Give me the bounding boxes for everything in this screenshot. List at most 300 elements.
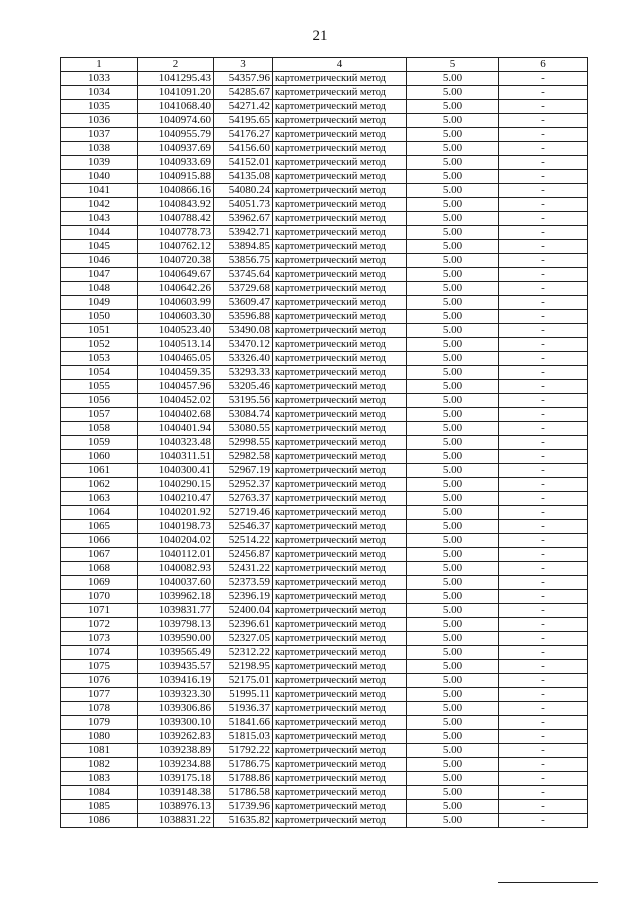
table-row (61, 198, 588, 212)
accuracy-cell: 5.00 (407, 618, 499, 632)
accuracy-cell: 5.00 (407, 674, 499, 688)
method-cell: картометрический метод (273, 590, 407, 604)
y-coordinate-cell: 52514.22 (214, 534, 273, 548)
table-row (61, 86, 588, 100)
note-cell: - (499, 450, 588, 464)
method-cell: картометрический метод (273, 100, 407, 114)
point-number-cell: 1076 (61, 674, 138, 688)
note-cell: - (499, 534, 588, 548)
note-cell: - (499, 114, 588, 128)
accuracy-cell: 5.00 (407, 170, 499, 184)
note-cell: - (499, 800, 588, 814)
method-cell: картометрический метод (273, 212, 407, 226)
note-cell: - (499, 240, 588, 254)
method-cell: картометрический метод (273, 296, 407, 310)
table-row (61, 212, 588, 226)
accuracy-cell: 5.00 (407, 226, 499, 240)
table-body (61, 72, 588, 828)
method-cell: картометрический метод (273, 156, 407, 170)
point-number-cell: 1069 (61, 576, 138, 590)
method-cell: картометрический метод (273, 324, 407, 338)
accuracy-cell: 5.00 (407, 758, 499, 772)
accuracy-cell: 5.00 (407, 464, 499, 478)
accuracy-cell: 5.00 (407, 198, 499, 212)
note-cell: - (499, 660, 588, 674)
accuracy-cell: 5.00 (407, 548, 499, 562)
y-coordinate-cell: 54152.01 (214, 156, 273, 170)
note-cell: - (499, 436, 588, 450)
point-number-cell: 1075 (61, 660, 138, 674)
y-coordinate-cell: 53894.85 (214, 240, 273, 254)
method-cell: картометрический метод (273, 170, 407, 184)
method-cell: картометрический метод (273, 520, 407, 534)
table-row (61, 758, 588, 772)
x-coordinate-cell: 1040201.92 (138, 506, 214, 520)
table-row (61, 520, 588, 534)
table-row (61, 478, 588, 492)
x-coordinate-cell: 1040210.47 (138, 492, 214, 506)
point-number-cell: 1042 (61, 198, 138, 212)
table-row (61, 660, 588, 674)
y-coordinate-cell: 54135.08 (214, 170, 273, 184)
table-row (61, 184, 588, 198)
note-cell: - (499, 688, 588, 702)
table-row (61, 464, 588, 478)
method-cell: картометрический метод (273, 716, 407, 730)
table-row (61, 800, 588, 814)
table-row (61, 450, 588, 464)
y-coordinate-cell: 54357.96 (214, 72, 273, 86)
point-number-cell: 1059 (61, 436, 138, 450)
point-number-cell: 1084 (61, 786, 138, 800)
note-cell: - (499, 576, 588, 590)
accuracy-cell: 5.00 (407, 562, 499, 576)
y-coordinate-cell: 51792.22 (214, 744, 273, 758)
method-cell: картометрический метод (273, 604, 407, 618)
x-coordinate-cell: 1039831.77 (138, 604, 214, 618)
table-row (61, 240, 588, 254)
y-coordinate-cell: 52175.01 (214, 674, 273, 688)
accuracy-cell: 5.00 (407, 730, 499, 744)
accuracy-cell: 5.00 (407, 492, 499, 506)
x-coordinate-cell: 1040082.93 (138, 562, 214, 576)
y-coordinate-cell: 51788.86 (214, 772, 273, 786)
note-cell: - (499, 772, 588, 786)
point-number-cell: 1068 (61, 562, 138, 576)
note-cell: - (499, 520, 588, 534)
y-coordinate-cell: 53080.55 (214, 422, 273, 436)
x-coordinate-cell: 1040457.96 (138, 380, 214, 394)
x-coordinate-cell: 1040401.94 (138, 422, 214, 436)
y-coordinate-cell: 52763.37 (214, 492, 273, 506)
y-coordinate-cell: 54285.67 (214, 86, 273, 100)
accuracy-cell: 5.00 (407, 310, 499, 324)
table-row (61, 352, 588, 366)
accuracy-cell: 5.00 (407, 324, 499, 338)
y-coordinate-cell: 52312.22 (214, 646, 273, 660)
note-cell: - (499, 730, 588, 744)
accuracy-cell: 5.00 (407, 786, 499, 800)
header-cell-6: 6 (499, 58, 588, 72)
x-coordinate-cell: 1040866.16 (138, 184, 214, 198)
method-cell: картометрический метод (273, 786, 407, 800)
note-cell: - (499, 632, 588, 646)
x-coordinate-cell: 1040204.02 (138, 534, 214, 548)
table-row (61, 296, 588, 310)
accuracy-cell: 5.00 (407, 352, 499, 366)
accuracy-cell: 5.00 (407, 254, 499, 268)
x-coordinate-cell: 1039234.88 (138, 758, 214, 772)
x-coordinate-cell: 1040465.05 (138, 352, 214, 366)
y-coordinate-cell: 52396.19 (214, 590, 273, 604)
y-coordinate-cell: 52198.95 (214, 660, 273, 674)
note-cell: - (499, 72, 588, 86)
method-cell: картометрический метод (273, 72, 407, 86)
table-row (61, 744, 588, 758)
table-row (61, 590, 588, 604)
x-coordinate-cell: 1040762.12 (138, 240, 214, 254)
accuracy-cell: 5.00 (407, 268, 499, 282)
x-coordinate-cell: 1040720.38 (138, 254, 214, 268)
x-coordinate-cell: 1039148.38 (138, 786, 214, 800)
y-coordinate-cell: 53596.88 (214, 310, 273, 324)
point-number-cell: 1053 (61, 352, 138, 366)
y-coordinate-cell: 53293.33 (214, 366, 273, 380)
accuracy-cell: 5.00 (407, 114, 499, 128)
point-number-cell: 1055 (61, 380, 138, 394)
table-row (61, 702, 588, 716)
method-cell: картометрический метод (273, 702, 407, 716)
method-cell: картометрический метод (273, 422, 407, 436)
x-coordinate-cell: 1040788.42 (138, 212, 214, 226)
accuracy-cell: 5.00 (407, 604, 499, 618)
method-cell: картометрический метод (273, 688, 407, 702)
point-number-cell: 1080 (61, 730, 138, 744)
table-row (61, 632, 588, 646)
point-number-cell: 1081 (61, 744, 138, 758)
method-cell: картометрический метод (273, 86, 407, 100)
accuracy-cell: 5.00 (407, 744, 499, 758)
x-coordinate-cell: 1040642.26 (138, 282, 214, 296)
note-cell: - (499, 702, 588, 716)
accuracy-cell: 5.00 (407, 814, 499, 828)
method-cell: картометрический метод (273, 618, 407, 632)
method-cell: картометрический метод (273, 660, 407, 674)
table-row (61, 156, 588, 170)
x-coordinate-cell: 1038976.13 (138, 800, 214, 814)
method-cell: картометрический метод (273, 478, 407, 492)
method-cell: картометрический метод (273, 436, 407, 450)
note-cell: - (499, 338, 588, 352)
note-cell: - (499, 506, 588, 520)
x-coordinate-cell: 1039323.30 (138, 688, 214, 702)
point-number-cell: 1051 (61, 324, 138, 338)
x-coordinate-cell: 1040037.60 (138, 576, 214, 590)
table-row (61, 506, 588, 520)
table-row (61, 618, 588, 632)
y-coordinate-cell: 52982.58 (214, 450, 273, 464)
y-coordinate-cell: 53942.71 (214, 226, 273, 240)
note-cell: - (499, 352, 588, 366)
accuracy-cell: 5.00 (407, 184, 499, 198)
table-row (61, 716, 588, 730)
coordinates-table (60, 57, 588, 828)
note-cell: - (499, 744, 588, 758)
x-coordinate-cell: 1039306.86 (138, 702, 214, 716)
table-row (61, 604, 588, 618)
table-row (61, 254, 588, 268)
accuracy-cell: 5.00 (407, 646, 499, 660)
y-coordinate-cell: 52327.05 (214, 632, 273, 646)
note-cell: - (499, 324, 588, 338)
header-cell-5: 5 (407, 58, 499, 72)
accuracy-cell: 5.00 (407, 380, 499, 394)
x-coordinate-cell: 1040523.40 (138, 324, 214, 338)
accuracy-cell: 5.00 (407, 338, 499, 352)
x-coordinate-cell: 1040649.67 (138, 268, 214, 282)
note-cell: - (499, 786, 588, 800)
header-cell-1: 1 (61, 58, 138, 72)
x-coordinate-cell: 1040937.69 (138, 142, 214, 156)
method-cell: картометрический метод (273, 506, 407, 520)
table-row (61, 422, 588, 436)
accuracy-cell: 5.00 (407, 800, 499, 814)
method-cell: картометрический метод (273, 268, 407, 282)
point-number-cell: 1033 (61, 72, 138, 86)
x-coordinate-cell: 1040300.41 (138, 464, 214, 478)
y-coordinate-cell: 53490.08 (214, 324, 273, 338)
table-row (61, 366, 588, 380)
x-coordinate-cell: 1039565.49 (138, 646, 214, 660)
table-row (61, 100, 588, 114)
point-number-cell: 1061 (61, 464, 138, 478)
point-number-cell: 1052 (61, 338, 138, 352)
point-number-cell: 1065 (61, 520, 138, 534)
method-cell: картометрический метод (273, 394, 407, 408)
point-number-cell: 1077 (61, 688, 138, 702)
table-row (61, 72, 588, 86)
x-coordinate-cell: 1041068.40 (138, 100, 214, 114)
point-number-cell: 1040 (61, 170, 138, 184)
point-number-cell: 1063 (61, 492, 138, 506)
table-row (61, 226, 588, 240)
accuracy-cell: 5.00 (407, 240, 499, 254)
y-coordinate-cell: 51815.03 (214, 730, 273, 744)
method-cell: картометрический метод (273, 492, 407, 506)
y-coordinate-cell: 51739.96 (214, 800, 273, 814)
point-number-cell: 1073 (61, 632, 138, 646)
y-coordinate-cell: 54051.73 (214, 198, 273, 212)
note-cell: - (499, 478, 588, 492)
x-coordinate-cell: 1039416.19 (138, 674, 214, 688)
y-coordinate-cell: 53609.47 (214, 296, 273, 310)
method-cell: картометрический метод (273, 646, 407, 660)
x-coordinate-cell: 1040843.92 (138, 198, 214, 212)
y-coordinate-cell: 52967.19 (214, 464, 273, 478)
table-row (61, 772, 588, 786)
table-row (61, 562, 588, 576)
point-number-cell: 1035 (61, 100, 138, 114)
y-coordinate-cell: 53470.12 (214, 338, 273, 352)
method-cell: картометрический метод (273, 450, 407, 464)
note-cell: - (499, 198, 588, 212)
point-number-cell: 1049 (61, 296, 138, 310)
method-cell: картометрический метод (273, 380, 407, 394)
table-row (61, 114, 588, 128)
note-cell: - (499, 226, 588, 240)
y-coordinate-cell: 54271.42 (214, 100, 273, 114)
point-number-cell: 1072 (61, 618, 138, 632)
accuracy-cell: 5.00 (407, 212, 499, 226)
y-coordinate-cell: 52373.59 (214, 576, 273, 590)
x-coordinate-cell: 1040459.35 (138, 366, 214, 380)
header-row (61, 58, 588, 72)
point-number-cell: 1074 (61, 646, 138, 660)
x-coordinate-cell: 1039238.89 (138, 744, 214, 758)
table-row (61, 534, 588, 548)
y-coordinate-cell: 53326.40 (214, 352, 273, 366)
table-row (61, 268, 588, 282)
x-coordinate-cell: 1040290.15 (138, 478, 214, 492)
note-cell: - (499, 100, 588, 114)
note-cell: - (499, 184, 588, 198)
accuracy-cell: 5.00 (407, 422, 499, 436)
x-coordinate-cell: 1040452.02 (138, 394, 214, 408)
note-cell: - (499, 590, 588, 604)
note-cell: - (499, 422, 588, 436)
accuracy-cell: 5.00 (407, 772, 499, 786)
header-cell-2: 2 (138, 58, 214, 72)
y-coordinate-cell: 51995.11 (214, 688, 273, 702)
accuracy-cell: 5.00 (407, 282, 499, 296)
table-row (61, 128, 588, 142)
table-row (61, 730, 588, 744)
note-cell: - (499, 758, 588, 772)
y-coordinate-cell: 54156.60 (214, 142, 273, 156)
x-coordinate-cell: 1040955.79 (138, 128, 214, 142)
accuracy-cell: 5.00 (407, 296, 499, 310)
point-number-cell: 1070 (61, 590, 138, 604)
method-cell: картометрический метод (273, 282, 407, 296)
method-cell: картометрический метод (273, 142, 407, 156)
y-coordinate-cell: 51786.75 (214, 758, 273, 772)
y-coordinate-cell: 53729.68 (214, 282, 273, 296)
table-row (61, 492, 588, 506)
table-row (61, 142, 588, 156)
method-cell: картометрический метод (273, 226, 407, 240)
table-row (61, 380, 588, 394)
table-row (61, 408, 588, 422)
note-cell: - (499, 296, 588, 310)
point-number-cell: 1064 (61, 506, 138, 520)
accuracy-cell: 5.00 (407, 478, 499, 492)
point-number-cell: 1037 (61, 128, 138, 142)
method-cell: картометрический метод (273, 632, 407, 646)
accuracy-cell: 5.00 (407, 688, 499, 702)
y-coordinate-cell: 54080.24 (214, 184, 273, 198)
table-row (61, 170, 588, 184)
x-coordinate-cell: 1040603.30 (138, 310, 214, 324)
table-header (61, 58, 588, 72)
y-coordinate-cell: 54176.27 (214, 128, 273, 142)
point-number-cell: 1083 (61, 772, 138, 786)
note-cell: - (499, 674, 588, 688)
x-coordinate-cell: 1039798.13 (138, 618, 214, 632)
y-coordinate-cell: 51635.82 (214, 814, 273, 828)
x-coordinate-cell: 1038831.22 (138, 814, 214, 828)
table-row (61, 310, 588, 324)
y-coordinate-cell: 51841.66 (214, 716, 273, 730)
note-cell: - (499, 156, 588, 170)
method-cell: картометрический метод (273, 814, 407, 828)
point-number-cell: 1036 (61, 114, 138, 128)
point-number-cell: 1071 (61, 604, 138, 618)
note-cell: - (499, 492, 588, 506)
accuracy-cell: 5.00 (407, 576, 499, 590)
method-cell: картометрический метод (273, 184, 407, 198)
point-number-cell: 1057 (61, 408, 138, 422)
note-cell: - (499, 282, 588, 296)
x-coordinate-cell: 1039262.83 (138, 730, 214, 744)
x-coordinate-cell: 1041091.20 (138, 86, 214, 100)
x-coordinate-cell: 1040513.14 (138, 338, 214, 352)
note-cell: - (499, 604, 588, 618)
point-number-cell: 1043 (61, 212, 138, 226)
note-cell: - (499, 142, 588, 156)
method-cell: картометрический метод (273, 198, 407, 212)
note-cell: - (499, 366, 588, 380)
accuracy-cell: 5.00 (407, 702, 499, 716)
point-number-cell: 1050 (61, 310, 138, 324)
accuracy-cell: 5.00 (407, 128, 499, 142)
point-number-cell: 1041 (61, 184, 138, 198)
accuracy-cell: 5.00 (407, 408, 499, 422)
point-number-cell: 1058 (61, 422, 138, 436)
point-number-cell: 1060 (61, 450, 138, 464)
point-number-cell: 1038 (61, 142, 138, 156)
table-row (61, 674, 588, 688)
method-cell: картометрический метод (273, 534, 407, 548)
x-coordinate-cell: 1039590.00 (138, 632, 214, 646)
method-cell: картометрический метод (273, 548, 407, 562)
x-coordinate-cell: 1039962.18 (138, 590, 214, 604)
method-cell: картометрический метод (273, 730, 407, 744)
point-number-cell: 1086 (61, 814, 138, 828)
note-cell: - (499, 562, 588, 576)
accuracy-cell: 5.00 (407, 366, 499, 380)
y-coordinate-cell: 52431.22 (214, 562, 273, 576)
point-number-cell: 1056 (61, 394, 138, 408)
table-row (61, 324, 588, 338)
y-coordinate-cell: 52998.55 (214, 436, 273, 450)
x-coordinate-cell: 1040311.51 (138, 450, 214, 464)
table-row (61, 394, 588, 408)
table-row (61, 814, 588, 828)
point-number-cell: 1082 (61, 758, 138, 772)
y-coordinate-cell: 52456.87 (214, 548, 273, 562)
x-coordinate-cell: 1040915.88 (138, 170, 214, 184)
table-row (61, 646, 588, 660)
y-coordinate-cell: 52546.37 (214, 520, 273, 534)
table-row (61, 338, 588, 352)
point-number-cell: 1078 (61, 702, 138, 716)
accuracy-cell: 5.00 (407, 632, 499, 646)
method-cell: картометрический метод (273, 254, 407, 268)
page-number: 21 (312, 28, 328, 44)
note-cell: - (499, 254, 588, 268)
note-cell: - (499, 618, 588, 632)
method-cell: картометрический метод (273, 240, 407, 254)
